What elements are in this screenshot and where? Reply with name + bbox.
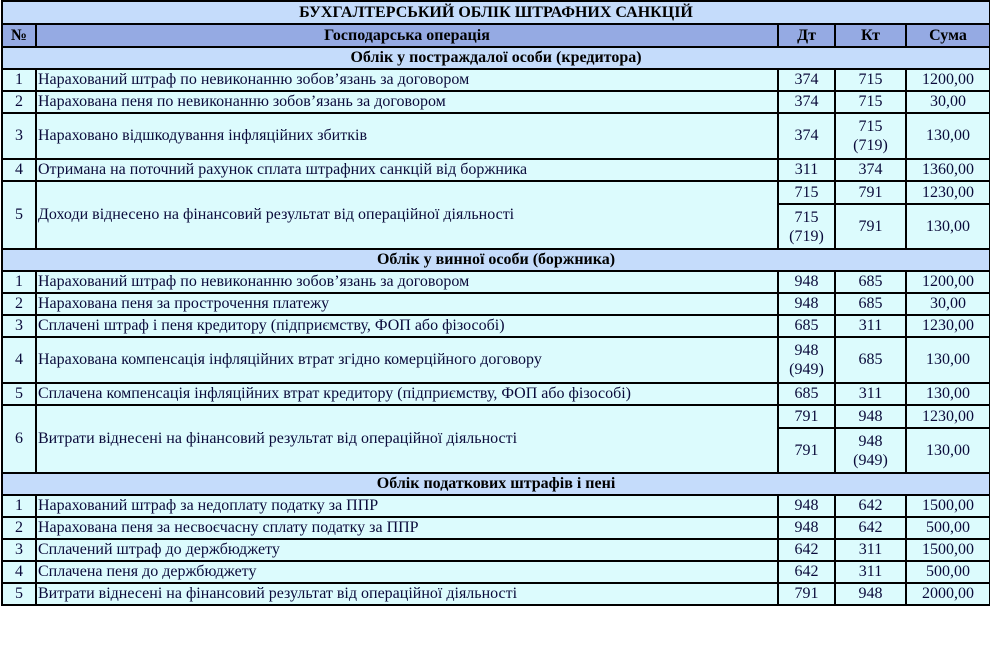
account-code-alt: (719) [853,137,888,154]
table-row [2,69,990,91]
row-number: 3 [2,315,36,337]
column-header-debit: Дт [778,24,835,47]
debit-account: 685 [778,383,835,405]
debit-account: 311 [778,159,835,181]
column-header-operation: Господарська операція [36,24,778,47]
account-code-alt: (949) [789,361,824,378]
amount: 1230,00 [906,181,990,204]
debit-account: 948 [778,495,835,517]
debit-account: 685 [778,315,835,337]
debit-account: 791 [778,405,835,428]
amount: 1230,00 [906,315,990,337]
credit-account: 685 [835,271,906,293]
operation-description: Отримана на поточний рахунок сплата штрафних санкцій від боржника [36,159,778,181]
amount: 2000,00 [906,583,990,605]
operation-description: Сплачена пеня до держбюджету [36,561,778,583]
credit-account: 642 [835,495,906,517]
credit-account: 948 [835,583,906,605]
operation-description: Витрати віднесені на фінансовий результат від операційної діяльності [36,405,778,473]
table-row [2,337,990,383]
credit-account: 791 [835,204,906,249]
amount: 1230,00 [906,405,990,428]
credit-account [835,428,906,473]
operation-description: Нараховано відшкодування інфляційних збитків [36,113,778,159]
debit-account: 791 [778,428,835,473]
operation-description: Нарахована пеня за прострочення платежу [36,293,778,315]
credit-account: 311 [835,539,906,561]
section-header-row [2,47,990,69]
debit-account: 948 [778,517,835,539]
amount: 130,00 [906,204,990,249]
account-code: 715 [794,208,819,226]
table-header-row [2,24,990,47]
amount: 1500,00 [906,495,990,517]
amount: 1500,00 [906,539,990,561]
operation-description: Сплачена компенсація інфляційних втрат кредитору (підприємству, ФОП або фізособі) [36,383,778,405]
amount: 130,00 [906,428,990,473]
table-row [2,517,990,539]
table-row [2,583,990,605]
debit-account [778,337,835,383]
debit-account: 642 [778,539,835,561]
amount: 130,00 [906,113,990,159]
debit-account: 374 [778,69,835,91]
row-number: 1 [2,271,36,293]
debit-account: 791 [778,583,835,605]
table-body [2,47,990,605]
credit-account [835,113,906,159]
amount: 30,00 [906,293,990,315]
row-number: 1 [2,495,36,517]
operation-description: Доходи віднесено на фінансовий результат від операційної діяльності [36,181,778,249]
column-header-number: № [2,24,36,47]
amount: 30,00 [906,91,990,113]
credit-account: 311 [835,561,906,583]
account-code: 948 [794,342,819,359]
amount: 500,00 [906,517,990,539]
table-row [2,113,990,159]
table-row [2,495,990,517]
amount: 1200,00 [906,271,990,293]
row-number: 2 [2,517,36,539]
row-number: 3 [2,539,36,561]
account-code-alt: (719) [789,227,824,245]
row-number: 6 [2,405,36,473]
row-number: 4 [2,561,36,583]
row-number: 5 [2,583,36,605]
credit-account: 685 [835,337,906,383]
credit-account: 374 [835,159,906,181]
account-code-alt: (949) [853,451,888,469]
table-title: БУХГАЛТЕРСЬКИЙ ОБЛІК ШТРАФНИХ САНКЦІЙ [2,1,990,24]
debit-account: 948 [778,293,835,315]
debit-account: 948 [778,271,835,293]
debit-account: 374 [778,113,835,159]
table-row [2,539,990,561]
amount: 130,00 [906,337,990,383]
penalties-accounting-table [1,0,990,606]
section-title: Облік податкових штрафів і пені [2,473,990,495]
row-number: 2 [2,91,36,113]
table-row [2,315,990,337]
credit-account: 948 [835,405,906,428]
operation-description: Нарахований штраф за недоплату податку за ППР [36,495,778,517]
operation-description: Сплачені штраф і пеня кредитору (підприємству, ФОП або фізособі) [36,315,778,337]
credit-account: 715 [835,91,906,113]
row-number: 4 [2,337,36,383]
table-title-row [2,1,990,24]
section-header-row [2,249,990,271]
section-title: Облік у постраждалої особи (кредитора) [2,47,990,69]
amount: 1360,00 [906,159,990,181]
credit-account: 715 [835,69,906,91]
table-row [2,561,990,583]
debit-account: 642 [778,561,835,583]
operation-description: Сплачений штраф до держбюджету [36,539,778,561]
debit-account: 374 [778,91,835,113]
operation-description: Нарахована пеня по невиконанню зобов’язань за договором [36,91,778,113]
row-number: 3 [2,113,36,159]
operation-description: Нарахована пеня за несвоєчасну сплату податку за ППР [36,517,778,539]
row-number: 1 [2,69,36,91]
column-header-amount: Сума [906,24,990,47]
section-title: Облік у винної особи (боржника) [2,249,990,271]
credit-account: 642 [835,517,906,539]
column-header-credit: Кт [835,24,906,47]
table-row [2,271,990,293]
credit-account: 685 [835,293,906,315]
debit-account [778,204,835,249]
section-header-row [2,473,990,495]
table-row [2,293,990,315]
credit-account: 311 [835,315,906,337]
amount: 130,00 [906,383,990,405]
row-number: 4 [2,159,36,181]
amount: 500,00 [906,561,990,583]
operation-description: Нарахований штраф по невиконанню зобов’язань за договором [36,69,778,91]
debit-account: 715 [778,181,835,204]
row-number: 5 [2,181,36,249]
row-number: 2 [2,293,36,315]
table-row [2,383,990,405]
table-row [2,91,990,113]
table-row [2,405,990,428]
row-number: 5 [2,383,36,405]
table-row [2,181,990,204]
operation-description: Нарахований штраф по невиконанню зобов’язань за договором [36,271,778,293]
account-code: 948 [858,432,883,450]
table-row [2,159,990,181]
account-code: 715 [858,118,883,135]
operation-description: Нарахована компенсація інфляційних втрат згідно комерційного договору [36,337,778,383]
credit-account: 311 [835,383,906,405]
operation-description: Витрати віднесені на фінансовий результат від операційної діяльності [36,583,778,605]
credit-account: 791 [835,181,906,204]
amount: 1200,00 [906,69,990,91]
